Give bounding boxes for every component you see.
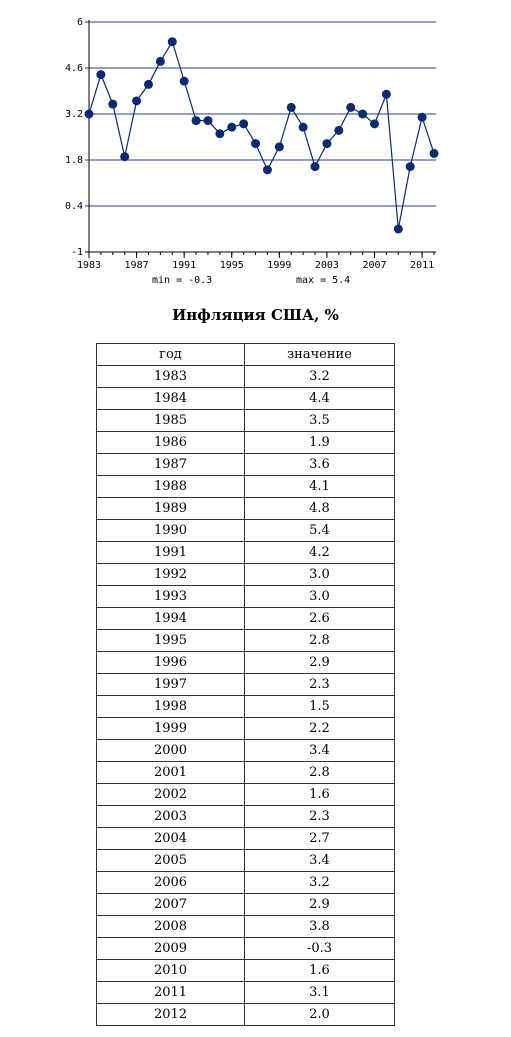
table-row	[97, 1004, 395, 1026]
table-row	[97, 938, 395, 960]
cell-value: 1.5	[245, 696, 395, 718]
table-row	[97, 564, 395, 586]
data-point	[334, 126, 343, 135]
cell-year: 1987	[97, 454, 245, 476]
data-point	[132, 96, 141, 105]
table-row	[97, 784, 395, 806]
data-point	[120, 152, 129, 161]
x-tick-label: 1991	[172, 260, 197, 271]
data-point	[263, 165, 272, 174]
cell-year: 2012	[97, 1004, 245, 1026]
y-tick-label: 4.6	[64, 63, 83, 74]
cell-year: 1993	[97, 586, 245, 608]
data-point	[180, 77, 189, 86]
table-row	[97, 762, 395, 784]
y-tick-label: 6	[76, 17, 83, 28]
min-value-label: min = -0.3	[152, 275, 213, 286]
table-row	[97, 872, 395, 894]
column-header-year: год	[97, 344, 245, 366]
cell-year: 1998	[97, 696, 245, 718]
cell-value: 2.9	[245, 652, 395, 674]
table-row	[97, 608, 395, 630]
cell-year: 1983	[97, 366, 245, 388]
cell-value: 3.2	[245, 872, 395, 894]
cell-year: 1985	[97, 410, 245, 432]
cell-year: 1994	[97, 608, 245, 630]
data-point	[358, 110, 367, 119]
data-point	[406, 162, 415, 171]
data-point	[215, 129, 224, 138]
cell-value: 2.3	[245, 674, 395, 696]
cell-value: 2.9	[245, 894, 395, 916]
cell-year: 1999	[97, 718, 245, 740]
cell-year: 2003	[97, 806, 245, 828]
cell-value: 3.8	[245, 916, 395, 938]
cell-value: 3.4	[245, 850, 395, 872]
data-point	[239, 119, 248, 128]
cell-value: 2.0	[245, 1004, 395, 1026]
cell-value: 4.2	[245, 542, 395, 564]
cell-value: 4.4	[245, 388, 395, 410]
cell-value: 2.6	[245, 608, 395, 630]
chart-title: Инфляция США, %	[172, 306, 339, 324]
data-point	[322, 139, 331, 148]
cell-year: 2006	[97, 872, 245, 894]
cell-year: 2004	[97, 828, 245, 850]
x-tick-label: 1999	[267, 260, 292, 271]
cell-year: 1996	[97, 652, 245, 674]
table-row	[97, 916, 395, 938]
series-line	[89, 42, 434, 229]
data-point	[311, 162, 320, 171]
cell-value: 1.6	[245, 784, 395, 806]
table-row	[97, 520, 395, 542]
cell-year: 1991	[97, 542, 245, 564]
cell-value: 2.3	[245, 806, 395, 828]
table-row	[97, 586, 395, 608]
cell-year: 1988	[97, 476, 245, 498]
data-point	[394, 225, 403, 234]
y-tick-label: 0.4	[64, 201, 83, 212]
cell-value: -0.3	[245, 938, 395, 960]
cell-year: 1995	[97, 630, 245, 652]
table-row	[97, 718, 395, 740]
cell-value: 3.6	[245, 454, 395, 476]
data-point	[430, 149, 439, 158]
table-row	[97, 806, 395, 828]
x-tick-label: 2003	[314, 260, 339, 271]
y-tick-label: 3.2	[64, 109, 83, 120]
table-row	[97, 652, 395, 674]
cell-value: 3.1	[245, 982, 395, 1004]
data-point	[156, 57, 165, 66]
cell-year: 1992	[97, 564, 245, 586]
table-body	[97, 366, 395, 1026]
cell-value: 2.2	[245, 718, 395, 740]
table-row	[97, 366, 395, 388]
axes	[85, 20, 436, 258]
x-tick-label: 1983	[76, 260, 102, 271]
x-tick-label: 1987	[124, 260, 149, 271]
data-point	[275, 142, 284, 151]
max-value-label: max = 5.4	[296, 275, 351, 286]
table-row	[97, 674, 395, 696]
cell-year: 2007	[97, 894, 245, 916]
table-row	[97, 410, 395, 432]
cell-value: 3.4	[245, 740, 395, 762]
inflation-data-table	[96, 343, 395, 1026]
cell-value: 5.4	[245, 520, 395, 542]
cell-year: 2001	[97, 762, 245, 784]
cell-value: 4.8	[245, 498, 395, 520]
cell-year: 2011	[97, 982, 245, 1004]
data-point	[144, 80, 153, 89]
data-point	[85, 110, 94, 119]
cell-value: 1.9	[245, 432, 395, 454]
inflation-series-line	[89, 42, 434, 229]
cell-value: 3.0	[245, 564, 395, 586]
data-point	[287, 103, 296, 112]
data-point	[203, 116, 212, 125]
data-point	[299, 123, 308, 132]
cell-value: 3.0	[245, 586, 395, 608]
table-row	[97, 740, 395, 762]
data-point	[96, 70, 105, 79]
cell-value: 2.7	[245, 828, 395, 850]
x-tick-label: 1995	[219, 260, 244, 271]
y-tick-label: -1	[70, 247, 83, 258]
grid-lines	[85, 22, 436, 206]
cell-year: 1984	[97, 388, 245, 410]
cell-value: 2.8	[245, 762, 395, 784]
tick-labels	[65, 17, 434, 271]
data-point	[192, 116, 201, 125]
table-row	[97, 388, 395, 410]
cell-year: 2009	[97, 938, 245, 960]
data-point	[346, 103, 355, 112]
cell-year: 1986	[97, 432, 245, 454]
cell-value: 1.6	[245, 960, 395, 982]
table-row	[97, 542, 395, 564]
table-row	[97, 850, 395, 872]
data-points	[85, 37, 439, 233]
data-point	[370, 119, 379, 128]
inflation-line-chart	[0, 0, 511, 300]
cell-year: 1990	[97, 520, 245, 542]
data-point	[418, 113, 427, 122]
cell-value: 3.5	[245, 410, 395, 432]
table-row	[97, 432, 395, 454]
table-row	[97, 828, 395, 850]
table-row	[97, 696, 395, 718]
cell-value: 3.2	[245, 366, 395, 388]
cell-year: 2000	[97, 740, 245, 762]
x-tick-label: 2011	[410, 260, 435, 271]
cell-year: 1997	[97, 674, 245, 696]
y-tick-label: 1.8	[64, 155, 83, 166]
table-row	[97, 454, 395, 476]
table-row	[97, 630, 395, 652]
cell-year: 2008	[97, 916, 245, 938]
cell-year: 2010	[97, 960, 245, 982]
table-row	[97, 476, 395, 498]
x-tick-label: 2007	[362, 260, 387, 271]
table-row	[97, 982, 395, 1004]
cell-year: 2005	[97, 850, 245, 872]
data-point	[251, 139, 260, 148]
cell-value: 4.1	[245, 476, 395, 498]
cell-year: 1989	[97, 498, 245, 520]
data-point	[227, 123, 236, 132]
cell-value: 2.8	[245, 630, 395, 652]
table-row	[97, 498, 395, 520]
cell-year: 2002	[97, 784, 245, 806]
table-header-row	[97, 344, 395, 366]
data-point	[382, 90, 391, 99]
data-point	[168, 37, 177, 46]
data-point	[108, 100, 117, 109]
table-row	[97, 960, 395, 982]
column-header-value: значение	[245, 344, 395, 366]
table-row	[97, 894, 395, 916]
